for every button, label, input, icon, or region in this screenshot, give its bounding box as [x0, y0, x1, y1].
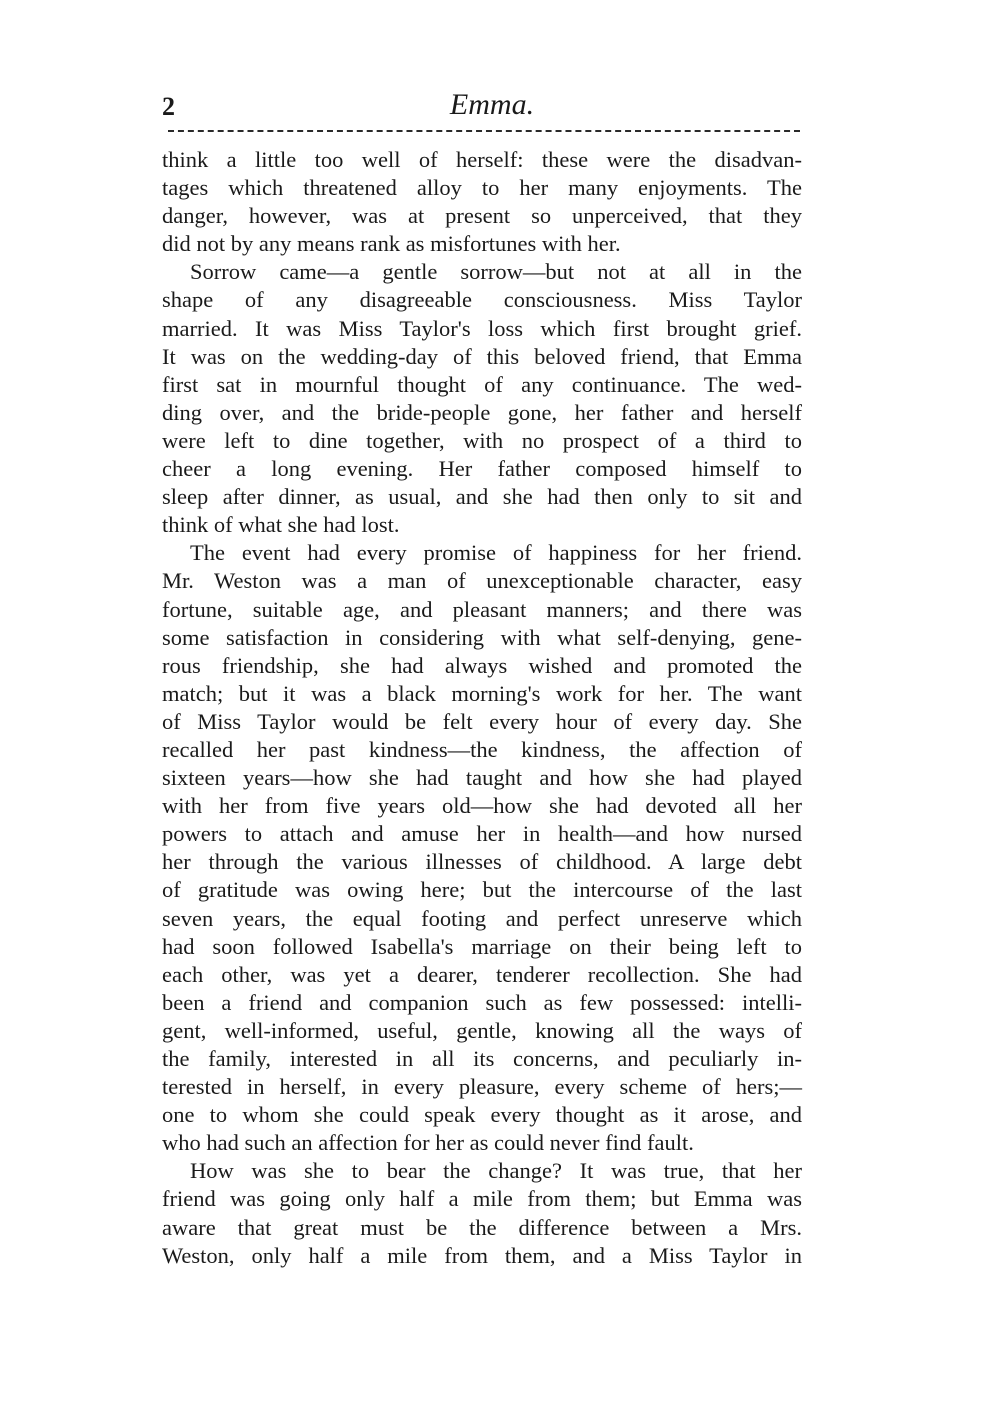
- text-line: recalled her past kindness—the kindness, the affection of: [162, 736, 802, 762]
- text-line: aware that great must be the difference between a Mrs.: [162, 1214, 802, 1240]
- text-line: married. It was Miss Taylor's loss which first brought grief.: [162, 315, 802, 341]
- text-line: who had such an affection for her as could never find fault.: [162, 1130, 694, 1156]
- text-line: fortune, suitable age, and pleasant manners; and there was: [162, 596, 802, 622]
- text-line: It was on the wedding-day of this beloved friend, that Emma: [162, 343, 802, 369]
- text-line: been a friend and companion such as few possessed: intelli-: [162, 989, 802, 1015]
- text-line: rous friendship, she had always wished and promoted the: [162, 652, 802, 678]
- text-line: ding over, and the bride-people gone, her father and herself: [162, 399, 802, 425]
- text-line: tages which threatened alloy to her many enjoyments. The: [162, 175, 802, 201]
- page-number: 2: [162, 92, 175, 121]
- text-line: each other, was yet a dearer, tenderer recollection. She had: [162, 961, 802, 987]
- text-line: of gratitude was owing here; but the intercourse of the last: [162, 877, 802, 903]
- text-line: did not by any means rank as misfortunes with her.: [162, 231, 621, 257]
- text-line: Mr. Weston was a man of unexceptionable character, easy: [162, 568, 802, 594]
- text-line: her through the various illnesses of childhood. A large debt: [162, 849, 802, 875]
- text-line: sixteen years—how she had taught and how she had played: [162, 765, 802, 791]
- text-line: powers to attach and amuse her in health—and how nursed: [162, 821, 802, 847]
- text-line: one to whom she could speak every thought as it arose, and: [162, 1102, 802, 1128]
- header-rule: [168, 130, 800, 132]
- text-line: friend was going only half a mile from them; but Emma was: [162, 1186, 802, 1212]
- text-line: Sorrow came—a gentle sorrow—but not at all in the: [190, 259, 802, 285]
- text-line: think of what she had lost.: [162, 512, 400, 538]
- running-title: Emma.: [449, 88, 535, 121]
- text-line: sleep after dinner, as usual, and she had then only to sit and: [162, 484, 802, 510]
- text-line: of Miss Taylor would be felt every hour of every day. She: [162, 708, 802, 734]
- text-line: How was she to bear the change? It was true, that her: [190, 1158, 802, 1184]
- text-line: think a little too well of herself: these were the disadvan-: [162, 147, 802, 172]
- running-head: [162, 86, 802, 126]
- text-line: had soon followed Isabella's marriage on their being left to: [162, 933, 802, 959]
- text-line: shape of any disagreeable consciousness. Miss Taylor: [162, 287, 802, 313]
- body-text: [162, 146, 802, 1270]
- text-line: with her from five years old—how she had devoted all her: [162, 793, 802, 819]
- text-line: Weston, only half a mile from them, and a Miss Taylor in: [162, 1242, 802, 1268]
- text-line: terested in herself, in every pleasure, every scheme of hers;—: [162, 1074, 802, 1100]
- text-line: the family, interested in all its concerns, and peculiarly in-: [162, 1046, 802, 1071]
- text-line: some satisfaction in considering with what self-denying, gene-: [162, 624, 802, 650]
- text-line: cheer a long evening. Her father composed himself to: [162, 456, 802, 482]
- text-line: The event had every promise of happiness for her friend.: [190, 540, 802, 566]
- text-line: first sat in mournful thought of any continuance. The wed-: [162, 371, 802, 397]
- text-line: danger, however, was at present so unperceived, that they: [162, 203, 802, 229]
- text-line: seven years, the equal footing and perfect unreserve which: [162, 905, 802, 931]
- text-line: match; but it was a black morning's work for her. The want: [162, 680, 802, 706]
- text-line: were left to dine together, with no prospect of a third to: [162, 427, 802, 453]
- text-line: gent, well-informed, useful, gentle, knowing all the ways of: [162, 1017, 802, 1043]
